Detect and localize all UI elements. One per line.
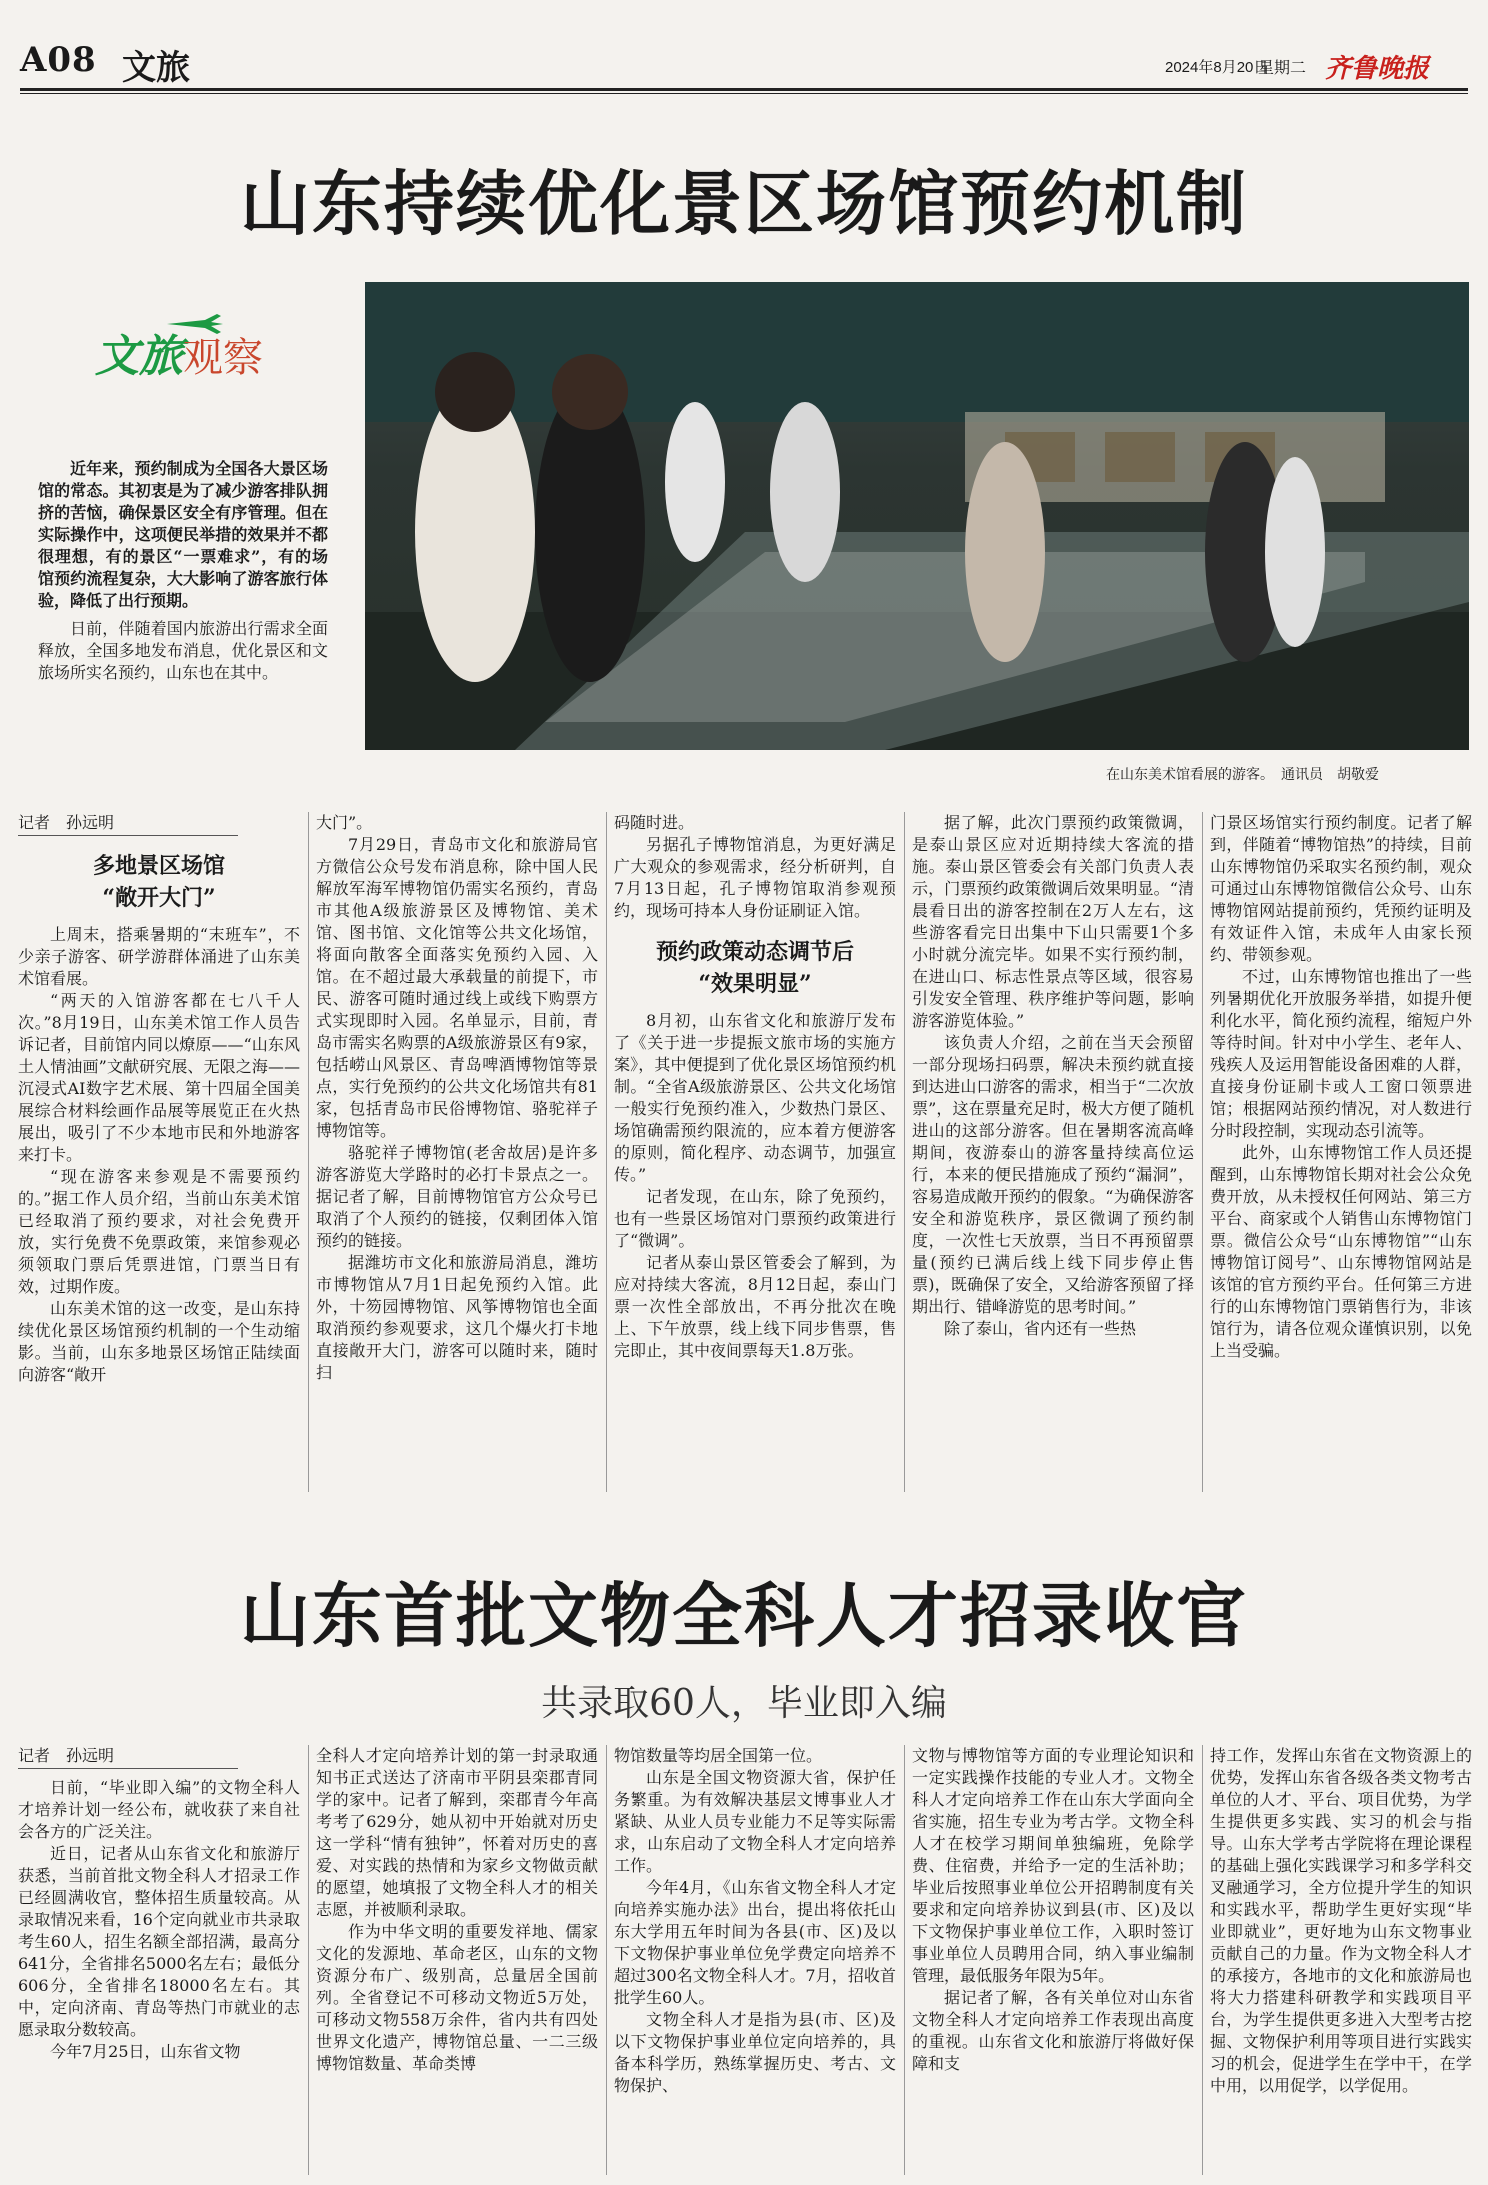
paragraph: 持工作，发挥山东省在文物资源上的优势，发挥山东省各级各类文物考古单位的人才、平台、项目优势，为学生提供更多实践、实习的机会与指导。山东大学考古学院将在理论课程的基础上强化实践课学习和多学科交叉融通学习，全方位提升学生的知识和实践水平，帮助学生更好实现“毕业即就业”，更好地为山东文物事业贡献自己的力量。作为文物全科人才的承接方，各地市的文化和旅游局也将大力搭建科研教学和实践项目平台，为学生提供更多进入大型考古挖掘、文物保护利用等项目进行实践实习的机会，促进学生在学中干，在学中用，以用促学，以学促用。 [1210,1746,1472,2095]
paragraph: 码随时进。 [614,813,695,832]
paragraph: 7月29日，青岛市文化和旅游局官方微信公众号发布消息称，除中国人民解放军海军博物馆仍需实名预约，青岛市其他A级旅游景区及博物馆、美术馆、图书馆、文化馆等公共文化场馆，将面向散客全面落实免预约入园、入馆。在不超过最大承载量的前提下，市民、游客可随时通过线上或线下购票方式实现即时入园。名单显示，目前，青岛市需实名购票的A级旅游景区有9家，包括崂山风景区、青岛啤酒博物馆等景点，实行免预约的公共文化场馆共有81家，包括青岛市民俗博物馆、骆驼祥子博物馆等。 [316,835,598,1140]
newspaper-logo: 齐鲁晚报 [1325,54,1430,84]
paragraph: 除了泰山，省内还有一些热 [944,1319,1137,1338]
paragraph: 物馆数量等均居全国第一位。 [614,1746,823,1765]
page-number: A08 [20,40,97,80]
subhead [18,850,300,914]
column-mark-part1: 文旅 [95,331,183,382]
article1-column-2 [316,812,598,1384]
article2-column-3 [614,1745,896,2097]
paragraph: 记者发现，在山东，除了免预约，也有一些景区场馆对门票预约政策进行了“微调”。 [614,1187,896,1250]
paragraph: 该负责人介绍，之前在当天会预留一部分现场扫码票，解决未预约就直接到达进山口游客的需求，相当于“二次放票”，这在票量充足时，极大方便了随机进山的这部分游客。但在暑期客流高峰期间，夜游泰山的游客量持续高位运行，本来的便民措施成了预约“漏洞”，容易造成敞开预约的假象。“为确保游客安全和游览秩序，景区微调了预约制度，一次性七天放票，当日不再预留票量(预约已满后线上线下同步停止售票)，既确保了安全，又给游客预留了择期出行、错峰游览的思考时间。” [912,1033,1194,1316]
column-rule [904,812,905,1492]
issue-date: 2024年8月20日 [1165,59,1269,76]
article1-column-3 [614,812,896,1362]
column-rule [308,812,309,1492]
paragraph: 记者从泰山景区管委会了解到，为应对持续大客流，8月12日起，泰山门票一次性全部放出，不再分批次在晚上、下午放票，线上线下同步售票，售完即止，其中夜间票每天1.8万张。 [614,1253,896,1360]
column-rule [1202,1745,1203,2175]
column-rule [308,1745,309,2175]
subhead-line: “效果明显” [698,971,812,997]
header-rule [20,88,1468,91]
paragraph: 大门”。 [316,813,373,832]
article2-headline: 山东首批文物全科人才招录收官 [240,1574,1248,1657]
paragraph: 日前，“毕业即入编”的文物全科人才培养计划一经公布，就收获了来自社会各方的广泛关注。 [18,1778,300,1841]
paragraph: 门景区场馆实行预约制度。记者了解到，伴随着“博物馆热”的持续，目前山东博物馆仍采取实名预约制，观众可通过山东博物馆微信公众号、山东博物馆网站提前预约，凭预约证明及有效证件入馆，未成年人由家长预约、带领参观。 [1210,813,1472,964]
article2-column-4 [912,1745,1194,2075]
subhead [614,936,896,1000]
column-rule [1202,812,1203,1492]
paragraph: 山东美术馆的这一改变，是山东持续优化景区场馆预约机制的一个生动缩影。当前，山东多地景区场馆正陆续面向游客“敞开 [18,1299,300,1384]
byline: 记者 孙远明 [18,813,238,836]
article1-column-5 [1210,812,1472,1362]
article2-subtitle: 共录取60人，毕业即入编 [541,1683,947,1724]
subhead-line: “敞开大门” [102,885,216,911]
paragraph: 不过，山东博物馆也推出了一些列暑期优化开放服务举措，如提升便利化水平，简化预约流程，缩短户外等待时间。针对中小学生、老年人、残疾人及运用智能设备困难的人群，直接身份证刷卡或人工窗口领票进馆；根据网站预约情况，对人数进行分时段控制，实现动态引流等。 [1210,967,1472,1140]
paragraph: 近日，记者从山东省文化和旅游厅获悉，当前首批文物全科人才招录工作已经圆满收官，整体招生质量较高。从录取情况来看，16个定向就业市共录取考生60人，招生名额全部招满，最高分641分，全省排名5000名左右；最低分606分，全省排名18000名左右。其中，定向济南、青岛等热门市就业的志愿录取分数较高。 [18,1844,300,2039]
paragraph: 今年4月，《山东省文物全科人才定向培养实施办法》出台，提出将依托山东大学用五年时间为各县(市、区)及以下文物保护事业单位免学费定向培养不超过300名文物全科人才。7月，招收首批学生60人。 [614,1878,896,2007]
article2-column-2 [316,1745,598,2075]
paragraph: 据了解，此次门票预约政策微调，是泰山景区应对近期持续大客流的措施。泰山景区管委会有关部门负责人表示，门票预约政策微调后效果明显。“清晨看日出的游客控制在2万人左右，这些游客看完日出集中下山只需要1个多小时就分流完毕。如果不实行预约制，在进山口、标志性景点等区域，很容易引发安全管理、秩序维护等问题，影响游客游览体验。” [912,813,1194,1030]
article2-column-5 [1210,1745,1472,2097]
paragraph: 8月初，山东省文化和旅游厅发布了《关于进一步提振文旅市场的实施方案》，其中便提到了优化景区场馆预约机制。“全省A级旅游景区、公共文化场馆一般实行免预约准入，少数热门景区、场馆确需预约限流的，应本着方便游客的原则，简化程序、动态调节，加强宣传。” [614,1011,896,1184]
museum-photo [365,282,1469,750]
article1-column-1 [18,812,300,1386]
column-mark [95,320,325,410]
intro-paragraph: 日前，伴随着国内旅游出行需求全面释放，全国多地发布消息，优化景区和文旅场所实名预约，山东也在其中。 [38,619,328,682]
header-rule-thin [20,93,1468,94]
byline: 记者 孙远明 [18,1746,238,1769]
article2-column-1 [18,1745,300,2063]
paragraph: “现在游客来参观是不需要预约的。”据工作人员介绍，当前山东美术馆已经取消了预约要求，对社会免费开放，实行免费不免票政策，来馆参观必须领取门票后凭票进馆，门票当日有效，过期作废。 [18,1167,300,1296]
subhead-line: 预约政策动态调节后 [655,939,854,965]
paragraph: 作为中华文明的重要发祥地、儒家文化的发源地、革命老区，山东的文物资源分布广、级别高，总量居全国前列。全省登记不可移动文物近5万处，可移动文物558万余件，省内共有四处世界文化遗产，博物馆总量、一二三级博物馆数量、革命类博 [316,1922,598,2073]
section-name: 文旅 [122,48,190,88]
column-rule [606,1745,607,2175]
paragraph: 据潍坊市文化和旅游局消息，潍坊市博物馆从7月1日起免预约入馆。此外，十笏园博物馆、风筝博物馆也全面取消预约参观要求，这几个爆火打卡地直接敞开大门，游客可以随时来，随时扫 [316,1253,598,1382]
paragraph: “两天的入馆游客都在七八千人次。”8月19日，山东美术馆工作人员告诉记者，目前馆内同以燎原——“山东风土人情油画”文献研究展、无限之海——沉浸式AI数字艺术展、第十四届全国美展综合材料绘画作品展等展览正在火热展出，吸引了不少本地市民和外地游客来打卡。 [18,991,300,1164]
column-rule [904,1745,905,2175]
article1-column-4 [912,812,1194,1340]
paragraph: 上周末，搭乘暑期的“末班车”，不少亲子游客、研学游群体涌进了山东美术馆看展。 [18,925,300,988]
article1-headline: 山东持续优化景区场馆预约机制 [240,162,1248,245]
paragraph: 据记者了解，各有关单位对山东省文物全科人才定向培养工作表现出高度的重视。山东省文化和旅游厅将做好保障和支 [912,1988,1194,2073]
column-rule [606,812,607,1492]
airplane-icon [165,310,225,334]
paragraph: 今年7月25日，山东省文物 [50,2042,241,2061]
column-mark-part2: 观察 [183,335,263,381]
paragraph: 山东是全国文物资源大省，保护任务繁重。为有效解决基层文博事业人才紧缺、从业人员专业能力不足等实际需求，山东启动了文物全科人才定向培养工作。 [614,1768,896,1875]
photo-caption: 在山东美术馆看展的游客。 通讯员 胡敬爱 [1106,766,1379,782]
paragraph: 文物全科人才是指为县(市、区)及以下文物保护事业单位定向培养的，具备本科学历，熟练掌握历史、考古、文物保护、 [614,2010,896,2095]
paragraph: 另据孔子博物馆消息，为更好满足广大观众的参观需求，经分析研判，自7月13日起，孔子博物馆取消参观预约，现场可持本人身份证刷证入馆。 [614,835,896,920]
issue-weekday: 星期二 [1258,60,1307,77]
paragraph: 全科人才定向培养计划的第一封录取通知书正式送达了济南市平阴县栾郡青同学的家中。记者了解到，栾郡青今年高考考了629分，她从初中开始就对历史这一学科“情有独钟”，怀着对历史的喜爱、对实践的热情和为家乡文物做贡献的愿望，她填报了文物全科人才的相关志愿，并被顺利录取。 [316,1746,598,1919]
paragraph: 文物与博物馆等方面的专业理论知识和一定实践操作技能的专业人才。文物全科人才定向培养工作在山东大学面向全省实施，招生专业为考古学。文物全科人才在校学习期间单独编班，免除学费、住宿费，并给予一定的生活补助；毕业后按照事业单位公开招聘制度有关要求和定向培养协议到县(市、区)及以下文物保护事业单位工作，入职时签订事业单位人员聘用合同，纳入事业编制管理，最低服务年限为5年。 [912,1746,1194,1985]
paragraph: 骆驼祥子博物馆(老舍故居)是许多游客游览大学路时的必打卡景点之一。据记者了解，目前博物馆官方公众号已取消了个人预约的链接，仅剩团体入馆预约的链接。 [316,1143,598,1250]
subhead-line: 多地景区场馆 [92,853,225,879]
article1-intro [38,458,328,684]
intro-paragraph: 近年来，预约制成为全国各大景区场馆的常态。其初衷是为了减少游客排队拥挤的苦恼，确保景区安全有序管理。但在实际操作中，这项便民举措的效果并不都很理想，有的景区“一票难求”，有的场馆预约流程复杂，大大影响了游客旅行体验，降低了出行预期。 [38,459,328,610]
paragraph: 此外，山东博物馆工作人员还提醒到，山东博物馆长期对社会公众免费开放，从未授权任何网站、第三方平台、商家或个人销售山东博物馆门票。微信公众号“山东博物馆”“山东博物馆订阅号”、山东博物馆网站是该馆的官方预约平台。任何第三方进行的山东博物馆门票销售行为，非该馆行为，请各位观众谨慎识别，以免上当受骗。 [1210,1143,1472,1360]
